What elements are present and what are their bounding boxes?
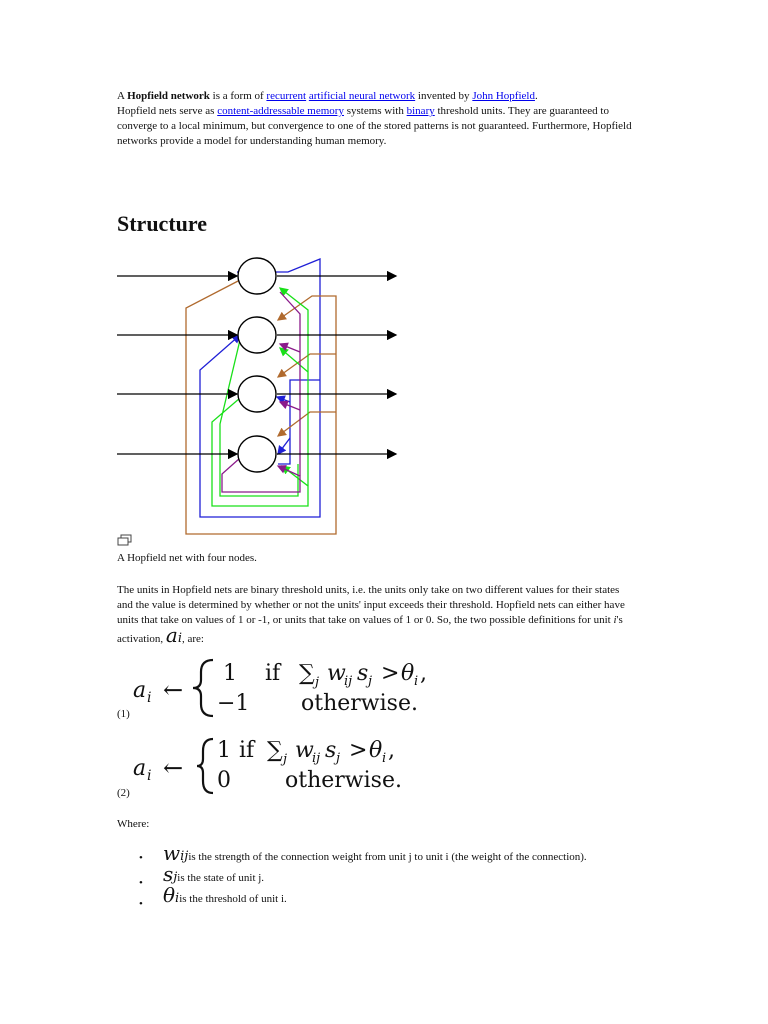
link-content-addressable-memory[interactable]: content-addressable memory: [217, 105, 344, 117]
svg-text:s: s: [325, 738, 337, 763]
svg-text:j: j: [315, 675, 320, 690]
svg-text:s: s: [357, 661, 369, 686]
definition-text: is the threshold of unit i.: [179, 893, 287, 905]
intro-text: A: [117, 90, 128, 102]
symbol-s-j: sj: [163, 862, 178, 886]
green-path-2: [280, 288, 308, 486]
equation-2-label: (2): [117, 787, 130, 799]
activation-symbol: ai: [165, 623, 182, 647]
svg-text:0: 0: [217, 768, 231, 793]
svg-text:>: >: [349, 738, 368, 763]
svg-text:otherwise.: otherwise.: [285, 768, 402, 793]
svg-text:j: j: [368, 674, 373, 689]
svg-text:w: w: [327, 661, 346, 686]
node-2: [238, 317, 276, 353]
intro-text: invented by: [415, 90, 473, 102]
svg-text:,: ,: [388, 738, 395, 763]
symbol-theta-i: θi: [163, 883, 180, 907]
svg-text:∑: ∑: [267, 738, 283, 763]
blue-arrow-in-4: [278, 438, 290, 454]
svg-text:ij: ij: [312, 751, 321, 766]
units-text: The units in Hopfield nets are binary threshold units, i.e. the units only take on two different values for their states and the value is determined by whether or not the units' input exceeds their threshold. Hopfield nets can either have units that take on values of 1 or -1, or units that take on values of 1 or 0. So, the two possible definitions for unit: [117, 584, 625, 626]
node-4: [238, 436, 276, 472]
intro-text: is a form of: [209, 90, 267, 102]
enlarge-icon[interactable]: [117, 534, 133, 546]
green-path-3: [280, 348, 308, 372]
svg-text:a: a: [133, 678, 147, 703]
intro-text: Hopfield nets serve as: [117, 105, 218, 117]
svg-text:j: j: [336, 751, 341, 766]
svg-text:←: ←: [163, 676, 184, 704]
intro-paragraph: [117, 89, 637, 149]
blue-path-2: [278, 380, 320, 464]
brown-path-2: [278, 354, 336, 377]
link-binary[interactable]: binary: [406, 105, 435, 117]
brown-path-3: [278, 412, 336, 436]
bullet: •: [139, 898, 143, 910]
intro-text: threshold units. They are guaranteed to converge to a local minimum, but convergence to one of the stored patterns is not guaranteed. Furthermore, Hopfield networks provide a model for understanding human memory.: [117, 105, 632, 147]
equation-1: [117, 652, 467, 722]
svg-text:←: ←: [163, 754, 184, 782]
svg-text:,: ,: [420, 661, 427, 686]
list-item: [117, 862, 637, 889]
svg-text:>: >: [381, 661, 400, 686]
where-label: Where:: [117, 818, 150, 830]
definition-text: is the state of unit j.: [177, 872, 265, 884]
bullet: •: [139, 852, 143, 864]
svg-text:j: j: [283, 752, 288, 767]
figure-caption: A Hopfield net with four nodes.: [117, 552, 257, 564]
intro-text: .: [534, 90, 538, 102]
link-recurrent[interactable]: recurrent: [266, 90, 307, 102]
intro-text: systems with: [343, 105, 407, 117]
equation-2: [117, 733, 437, 799]
node-1: [238, 258, 276, 294]
svg-text:ij: ij: [344, 674, 353, 689]
equation-1-label: (1): [117, 708, 130, 720]
section-heading-structure: Structure: [117, 211, 208, 236]
svg-text:θ: θ: [369, 738, 383, 763]
definition-text: is the strength of the connection weight from unit j to unit i (the weight of the connection).: [188, 851, 587, 863]
svg-text:−1: −1: [217, 691, 250, 716]
unit-i-var: i: [613, 614, 617, 626]
link-john-hopfield[interactable]: John Hopfield: [472, 90, 535, 102]
svg-text:if: if: [239, 738, 255, 763]
svg-text:if: if: [265, 661, 281, 686]
units-paragraph: [117, 583, 637, 647]
hopfield-network-diagram: [112, 252, 407, 537]
svg-text:1: 1: [223, 661, 237, 686]
symbol-w-ij: wij: [163, 841, 189, 865]
svg-text:1: 1: [217, 738, 231, 763]
link-artificial-neural-network[interactable]: artificial neural network: [308, 90, 416, 102]
svg-text:otherwise.: otherwise.: [301, 691, 418, 716]
svg-text:w: w: [295, 738, 314, 763]
node-3: [238, 376, 276, 412]
term-hopfield-network: Hopfield network: [127, 90, 210, 102]
svg-text:i: i: [382, 751, 387, 766]
units-text: , are:: [181, 633, 204, 645]
svg-text:i: i: [414, 674, 419, 689]
svg-text:i: i: [147, 768, 152, 784]
bullet: •: [139, 877, 143, 889]
svg-text:a: a: [133, 756, 147, 781]
blue-arrow-in-3: [277, 397, 290, 402]
list-item: [117, 843, 637, 864]
svg-text:∑: ∑: [299, 661, 315, 686]
list-item: [117, 883, 637, 910]
units-text: 's activation,: [117, 614, 623, 645]
svg-text:i: i: [147, 690, 152, 706]
svg-text:θ: θ: [401, 661, 415, 686]
definitions-list: [117, 841, 637, 910]
